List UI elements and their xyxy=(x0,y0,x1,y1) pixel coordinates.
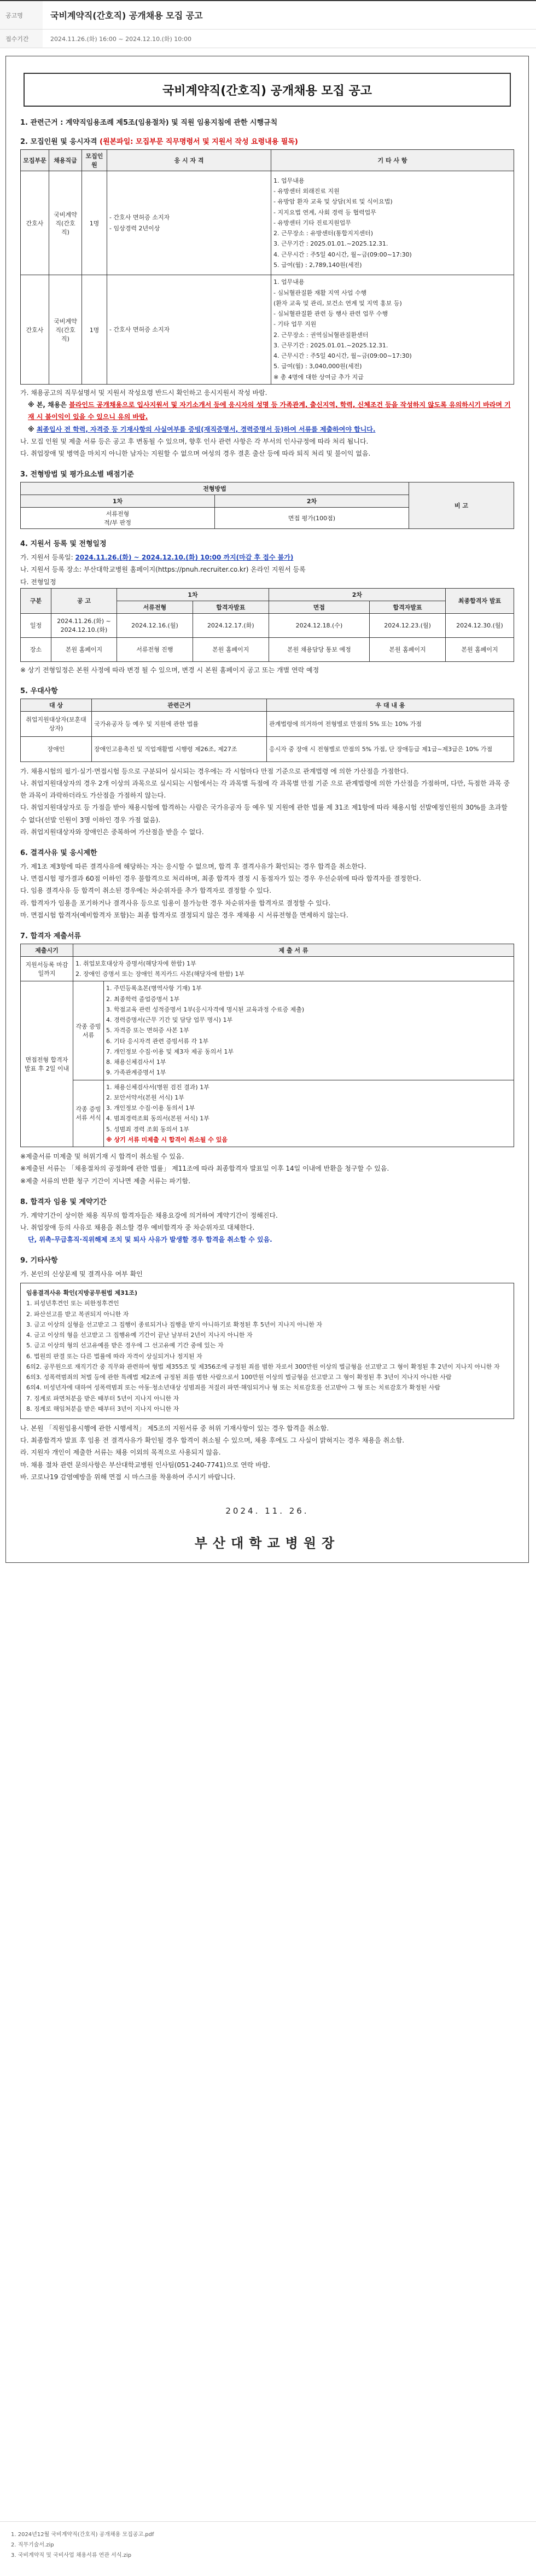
note: 라. 취업지원대상자와 장애인은 중복하여 가산점을 받을 수 없다. xyxy=(20,828,204,836)
list-item: 다. 최종합격자 발표 후 임용 전 결격사유가 확인될 경우 합격이 취소될 수 있으며, 채용 후에도 그 사실이 밝혀지는 경우 채용을 취소함. xyxy=(20,1437,405,1445)
etc-notes xyxy=(20,1422,514,1483)
section-recruitment xyxy=(20,136,514,460)
documents-list xyxy=(106,1082,511,1135)
section-documents xyxy=(20,930,514,1187)
list-item: 9. 가족관계증명서 1부 xyxy=(106,1069,166,1077)
post-date-row xyxy=(0,30,536,48)
schedule-cell: 본원 홈페이지 xyxy=(51,637,117,661)
notice-date: 2024. 11. 26. xyxy=(225,1505,309,1516)
schedule-cell: 본원 홈페이지 xyxy=(446,637,514,661)
period-value: 2024.11.26.(화) ~ 2024.12.10.(화) 10:00 까지(마감 후 접수 불가) xyxy=(75,554,294,562)
note: 가. 본인의 신상문제 및 결격사유 여부 확인 xyxy=(20,1270,143,1278)
note: ※제출 서류의 반환 청구 기간이 지나면 제출 서류는 파기함. xyxy=(20,1177,191,1185)
attachment-link[interactable]: 3. 국비계약직 및 국비사업 채용서류 연관 서식.zip xyxy=(11,2552,132,2558)
cell-etc xyxy=(271,275,514,385)
table-header: 2차 xyxy=(215,495,409,508)
cell-timing: 면접전형 합격자 발표 후 2일 이내 xyxy=(21,981,73,1147)
list-item: 5. 성범죄 경력 조회 동의서 1부 xyxy=(106,1125,189,1133)
cell-target: 장애인 xyxy=(21,736,92,761)
list-item: 1. 업무내용 xyxy=(273,177,305,184)
list-item: 6의2. 공무원으로 재직기간 중 직무와 관련하여 형법 제355조 및 제356조에 규정된 죄를 범한 자로서 300만원 이상의 벌금형을 선고받고 그 형이 확정된 후 2년이 지나지 아니한 자 xyxy=(26,1363,500,1370)
attachment-link[interactable]: 2. 직무기술서.zip xyxy=(11,2542,54,2548)
cell-basis: 국가유공자 등 예우 및 지원에 관한 법률 xyxy=(92,711,267,736)
application-period xyxy=(20,551,514,563)
list-item: 바. 코로나19 감염예방을 위해 면접 시 마스크를 착용하여 주시기 바랍니다. xyxy=(20,1473,236,1481)
table-header: 응 시 자 격 xyxy=(107,150,271,171)
cell-doc-type: 각종 증빙서류 xyxy=(73,981,104,1080)
list-item: 2. 보안서약서(본원 서식) 1부 xyxy=(106,1094,184,1101)
list-item: 2. 근무장소 : 권역심뇌혈관질환센터 xyxy=(273,331,369,339)
table-header-row xyxy=(21,699,514,711)
list-item: 1. 채용신체검사서(병원 검진 결과) 1부 xyxy=(106,1083,209,1091)
table-row xyxy=(21,711,514,736)
schedule-cell: 2024.11.26.(화) ~ 2024.12.10.(화) xyxy=(51,613,117,637)
document-area xyxy=(0,48,536,2521)
note: 가. 계약기간이 상이한 채용 직무의 합격자들은 채용요강에 의거하여 계약기간이 정해진다. xyxy=(20,1211,278,1219)
table-row xyxy=(21,637,514,661)
list-item: 3. 금고 이상의 실형을 선고받고 그 집행이 종료되거나 집행을 받지 아니하기로 확정된 후 5년이 지나지 아니한 자 xyxy=(26,1321,322,1328)
cell-basis: 장애인고용촉진 및 직업재활법 시행령 제26조, 제27조 xyxy=(92,736,267,761)
list-item: 3. 근무기간 : 2025.01.01.~2025.12.31. xyxy=(273,240,388,248)
box-list xyxy=(26,1298,508,1414)
list-item: - 심뇌혈관질환 관련 등 행사 관련 업무 수행 xyxy=(273,310,388,317)
list-item: 6. 법원의 판결 또는 다른 법률에 따라 자격이 상실되거나 정지된 자 xyxy=(26,1352,202,1360)
section-heading: 8. 합격자 임용 및 계약기간 xyxy=(20,1197,107,1206)
schedule-cell: 2024.12.17.(화) xyxy=(193,613,269,637)
application-place: 나. 지원서 등록 장소: 부산대학교병원 홈페이지(https://pnuh.recruiter.co.kr) 온라인 지원서 등록 xyxy=(20,566,306,574)
section-heading: 7. 합격자 제출서류 xyxy=(20,932,81,940)
list-item: - 지지요법 연계, 사회 경력 등 협력업무 xyxy=(273,208,376,216)
list-item: 라. 지원자 개인이 제출한 서류는 채용 이외의 목적으로 사용되지 않음. xyxy=(20,1449,221,1457)
schedule-cell: 서류전형 진행 xyxy=(117,637,193,661)
section-heading-note: (원본파일: 모집부문 직무명령서 및 지원서 작성 요령내용 필독) xyxy=(100,138,298,146)
row-label: 장소 xyxy=(21,637,51,661)
list-item: 4. 근무시간 : 주5일 40시간, 월~금(09:00~17:30) xyxy=(273,251,412,258)
schedule-cell: 본원 홈페이지 xyxy=(370,637,446,661)
table-row xyxy=(21,613,514,637)
note-highlight: 최종입사 전 학력, 자격증 등 기재사항의 사실여부를 증빙(재직증명서, 경력증명서 등)하여 서류를 제출하여야 합니다. xyxy=(36,425,376,433)
table-header: 제출시기 xyxy=(21,944,73,956)
list-item: 마. 면접시험 합격자(예비합격자 포함)는 최종 합격자로 결정되지 않은 경우 재채용 시 서류전형을 면제하지 않는다. xyxy=(20,911,348,919)
list-item: 4. 금고 이상의 형을 선고받고 그 집행유예 기간이 끝난 날부터 2년이 지나지 아니한 자 xyxy=(26,1331,253,1339)
table-header: 합격자발표 xyxy=(193,601,269,613)
table-row xyxy=(21,171,514,275)
table-header: 1차 xyxy=(21,495,215,508)
doc-title: 국비계약직(간호직) 공개채용 모집 공고 xyxy=(162,84,372,98)
table-header: 모집인원 xyxy=(82,150,107,171)
cell-content: 관계법령에 의거하여 전형별로 만점의 5% 또는 10% 가점 xyxy=(267,711,514,736)
cell-step1 xyxy=(21,508,215,529)
cell-doc-type: 각종 증빙서류 서식 xyxy=(73,1080,104,1147)
list-item: 라. 합격자가 임용을 포기하거나 결격사유 등으로 임용이 불가능한 경우 차순위자를 합격자로 결정할 수 있다. xyxy=(20,899,331,907)
table-header: 모집부문 xyxy=(21,150,49,171)
section-heading: 1. 관련근거 : 계약직임용조례 제5조(임용절차) 및 직원 임용지침에 관한 시행규칙 xyxy=(20,119,278,127)
list-item: 5. 급여(월) : 2,789,140원(세전) xyxy=(273,261,362,269)
documents-table xyxy=(20,944,514,1147)
list-item: - 심뇌혈관질환 재활 지역 사업 수행 xyxy=(273,289,367,296)
table-header-row xyxy=(21,588,514,601)
list-item: 2. 파산선고를 받고 복권되지 아니한 자 xyxy=(26,1310,129,1318)
table-header: 면접 xyxy=(269,601,369,613)
schedule-cell: 본원 채용담당 통보 예정 xyxy=(269,637,369,661)
list-item: 8. 채용신체검사서 1부 xyxy=(106,1059,166,1066)
table-header: 2차 xyxy=(269,588,445,601)
section-legal-basis xyxy=(20,117,514,127)
preference-table xyxy=(20,699,514,762)
table-row xyxy=(21,956,514,981)
recruitment-table xyxy=(20,149,514,385)
attachment-link[interactable]: 1. 2024년12월 국비계약직(간호직) 공개채용 모집공고.pdf xyxy=(11,2532,154,2538)
post-date-label: 접수기간 xyxy=(0,30,43,48)
doc-title-box xyxy=(24,73,511,107)
note: 나. 취업장애 등의 사유로 채용을 취소할 경우 예비합격자 중 차순위자로 대체한다. xyxy=(20,1223,255,1231)
note-prefix: ※ 본, 채용은 xyxy=(28,401,69,409)
note: ※제출된 서류는 「채용절차의 공정화에 관한 법률」 제11조에 따라 최종합격자 발표일 이후 14일 이내에 반환을 청구할 수 있음. xyxy=(20,1165,389,1173)
list-item: 2. 최종학력 졸업증명서 1부 xyxy=(106,995,180,1003)
table-header: 전형방법 xyxy=(21,482,409,495)
table-row xyxy=(21,1283,514,1419)
selection-table xyxy=(20,482,514,529)
list-item: 나. 면접시험 평가결과 60점 이하인 경우 불합격으로 처리하며, 최종 합격자 결정 시 동점자가 있는 경우 우선순위에 따라 합격자를 결정한다. xyxy=(20,875,421,883)
table-row xyxy=(21,736,514,761)
table-header-row xyxy=(21,482,514,495)
post-date-range: 2024.11.26.(화) 16:00 ~ 2024.12.10.(화) 10:00 xyxy=(50,35,191,43)
list-item: 3. 학점교육 관련 성적증명서 1부(응시자격에 명시된 교육과정 수료증 제출) xyxy=(106,1005,305,1013)
disqualification-list xyxy=(20,860,514,921)
cell-target: 취업지원대상자(보훈대상자) xyxy=(21,711,92,736)
note-blind xyxy=(20,399,514,423)
list-item: 7. 개인정보 수집·이용 및 제3자 제공 동의서 1부 xyxy=(106,1048,234,1055)
list-item: - 기타 업무 지원 xyxy=(273,321,317,328)
list-item: - 간호사 면허증 소지자 xyxy=(109,325,170,333)
cell-dept: 간호사 xyxy=(21,171,49,275)
cell-dept: 간호사 xyxy=(21,275,49,385)
list-item: 마. 채용 절차 관련 문의사항은 부산대학교병원 인사팀(051-240-7741)으로 연락 바람. xyxy=(20,1461,271,1469)
list-item: - 유방센터 외래진료 지원 xyxy=(273,188,340,195)
period-label: 가. 지원서 등록일: xyxy=(20,554,75,562)
post-title: 국비계약직(간호직) 공개채용 모집 공고 xyxy=(50,10,203,21)
step1-judgement: 적/부 판정 xyxy=(104,519,131,527)
table-header-row xyxy=(21,150,514,171)
section-disqualification xyxy=(20,847,514,921)
section-appointment xyxy=(20,1196,514,1246)
list-item: 6의3. 성폭력범죄의 처벌 등에 관한 특례법 제2조에 규정된 죄를 범한 사람으로서 100만원 이상의 벌금형을 선고받고 그 형이 확정된 후 3년이 지나지 아니한 사람 xyxy=(26,1374,452,1381)
list-item: 8. 징계로 해임처분을 받은 때부터 3년이 지나지 아니한 자 xyxy=(26,1405,179,1412)
list-item: - 유방센터 기타 진료지원업무 xyxy=(273,219,351,226)
list-item: 2. 근무장소 : 유방센터(통합지지센터) xyxy=(273,230,374,237)
list-item: - 간호사 면허증 소지자 xyxy=(109,214,170,222)
section-schedule xyxy=(20,538,514,676)
list-item: 4. 근무시간 : 주5일 40시간, 월~금(09:00~17:30) xyxy=(273,352,412,359)
schedule-cell: 2024.12.16.(월) xyxy=(117,613,193,637)
list-item: 3. 개인정보 수집·이용 동의서 1부 xyxy=(106,1104,195,1112)
cell-step2: 면접 평가(100점) xyxy=(215,508,409,529)
box-content xyxy=(21,1283,514,1419)
section-heading-text: 2. 모집인원 및 응시자격 xyxy=(20,138,97,146)
list-item: 3. 근무기간 : 2025.01.01.~2025.12.31. xyxy=(273,341,388,349)
list-item: 1. 취업보호대상자 증명서(해당자에 한함) 1부 xyxy=(75,960,196,967)
section-heading: 5. 우대사항 xyxy=(20,687,58,695)
issuer-name: 부산대학교병원장 xyxy=(194,1535,340,1551)
disqualification-box xyxy=(20,1283,514,1420)
section-heading xyxy=(20,136,514,146)
list-item: 나. 본원 「직원임용시행에 관한 시행세칙」 제5조의 지원서류 중 허위 기재사항이 있는 경우 합격을 취소함. xyxy=(20,1424,329,1433)
cell-qualification xyxy=(107,275,271,385)
cell-count: 1명 xyxy=(82,275,107,385)
list-item: 5. 금고 이상의 형의 선고유예를 받은 경우에 그 선고유예 기간 중에 있는 자 xyxy=(26,1342,224,1350)
table-header: 서류전형 xyxy=(117,601,193,613)
cell-content: 응시자 중 장애 시 전형별로 만점의 5% 가점, 단 장애등급 제1급~제3급은 10% 가점 xyxy=(267,736,514,761)
list-item: 1. 피성년후견인 또는 피한정후견인 xyxy=(26,1300,119,1307)
schedule-cell: 2024.12.30.(월) xyxy=(446,613,514,637)
list-item: 6의4. 미성년자에 대하여 성폭력범죄 또는 아동·청소년대상 성범죄를 저질러 파면·해임되거나 형 또는 치료감호를 선고받아 그 형 또는 치료감호가 확정된 사람 xyxy=(26,1384,440,1392)
table-header: 제 출 서 류 xyxy=(73,944,514,956)
table-row xyxy=(21,1080,514,1147)
table-header-row xyxy=(21,944,514,956)
note: 다. 취업장애 및 병역을 마치지 아니한 남자는 지원할 수 없으며 여성의 경우 결혼 출산 등에 따라 퇴직 처리 및 불이익 없음. xyxy=(20,449,371,457)
schedule-table xyxy=(20,588,514,662)
table-header: 채용직급 xyxy=(49,150,82,171)
section-heading: 9. 기타사항 xyxy=(20,1257,58,1265)
section-heading: 6. 결격사유 및 응시제한 xyxy=(20,849,97,857)
table-header: 우 대 내 용 xyxy=(267,699,514,711)
cell-count: 1명 xyxy=(82,171,107,275)
section-heading: 3. 전형방법 및 평가요소별 배점기준 xyxy=(20,470,134,479)
list-item: 5. 급여(월) : 3,040,000원(세전) xyxy=(273,363,362,370)
post-header xyxy=(0,0,536,48)
cell-documents xyxy=(73,956,514,981)
list-item: 다. 임용 결격사유 등 합격이 취소된 경우에는 차순위자를 추가 합격자로 결정할 수 있다. xyxy=(20,887,272,895)
cell-documents xyxy=(104,1080,514,1147)
table-header: 구분 xyxy=(21,588,51,613)
schedule-cell: 2024.12.23.(월) xyxy=(370,613,446,637)
attachments-list xyxy=(0,2521,536,2576)
note: 가. 채용공고의 직무설명서 및 지원서 작성요령 반드시 확인하고 응시지원서 작성 바람. xyxy=(20,389,267,397)
list-item: 4. 범죄경력조회 동의서(본원 서식) 1부 xyxy=(106,1115,209,1123)
schedule-note: ※ 상기 전형일정은 본원 사정에 따라 변경 될 수 있으며, 변경 시 본원 홈페이지 공고 또는 개별 연락 예정 xyxy=(20,666,319,674)
cell-timing: 지원서등록 마감일까지 xyxy=(21,956,73,981)
table-header: 최종합격자 발표 xyxy=(446,588,514,613)
list-item: - 유방암 환자 교육 및 상담(치료 및 식이요법) xyxy=(273,198,393,206)
section-heading: 4. 지원서 등록 및 전형일정 xyxy=(20,540,107,549)
section-selection-method xyxy=(20,468,514,529)
post-title-label: 공고명 xyxy=(0,1,43,29)
table-header: 공 고 xyxy=(51,588,117,613)
table-row xyxy=(21,981,514,1080)
table-header: 합격자발표 xyxy=(370,601,446,613)
step1-desc: 서류전형 xyxy=(106,510,130,518)
post-title-row xyxy=(0,1,536,30)
schedule-cell: 2024.12.18.(수) xyxy=(269,613,369,637)
documents-note: ※ 상기 서류 미제출 시 합격이 취소될 수 있음 xyxy=(106,1136,228,1143)
cell-qualification xyxy=(107,171,271,275)
cell-grade: 국비계약직(간호직) xyxy=(49,171,82,275)
section-preference xyxy=(20,685,514,838)
note: 다. 취업지원대상자로 등 가점을 받아 채용시험에 합격하는 사람은 국가유공자 등 예우 및 지원에 관한 법률 제 31조 제1항에 따라 채용시험 선발예정인원의 30%를 초과할 수 없다(선발 인원이 3명 이하인 경우 가점 없음). xyxy=(20,804,508,824)
table-header: 비 고 xyxy=(409,482,514,529)
list-item: 1. 업무내용 xyxy=(273,278,305,286)
note: ※제출서류 미제출 및 허위기재 시 합격이 취소될 수 있음. xyxy=(20,1153,184,1161)
note: 나. 모집 인원 및 제출 서류 등은 공고 후 변동될 수 있으며, 향후 인사 관련 사항은 각 부서의 인사규정에 따라 처리 됩니다. xyxy=(20,437,369,445)
row-label: 일정 xyxy=(21,613,51,637)
box-heading: 임용결격사유 확인(지방공무원법 제31조) xyxy=(26,1289,138,1296)
note-prefix: ※ xyxy=(28,425,37,433)
list-item: (환자 교육 및 관리, 보건소 연계 및 지역 홍보 등) xyxy=(273,299,402,307)
cell-grade: 국비계약직(간호직) xyxy=(49,275,82,385)
table-header: 1차 xyxy=(117,588,269,601)
note-highlight: 단, 위촉·무급휴직·직위해제 조치 및 퇴사 사유가 발생할 경우 합격을 취소할 수 있음. xyxy=(28,1236,272,1244)
schedule-label: 다. 전형일정 xyxy=(20,578,56,586)
list-item: 5. 자격증 또는 면허증 사본 1부 xyxy=(106,1027,189,1034)
note: 나. 취업지원대상자의 경우 2개 이상의 과목으로 실시되는 시험에서는 각 과목별 득점에 각 과목별 만점 기준 으로 관계법령에 의한 가산점을 가점하며, 다만, 득점한 과목 중 한 과목이 과락하더라도 가산점을 가점하지 않는다. xyxy=(20,780,510,800)
table-row xyxy=(21,275,514,385)
list-item: 4. 경력증명서(근무 기간 및 담당 업무 명시) 1부 xyxy=(106,1016,233,1024)
list-item: 2. 장애인 증명서 또는 장애인 복지카드 사본(해당자에 한함) 1부 xyxy=(75,970,245,978)
list-item: ※ 총 4명에 대한 상여금 추가 지급 xyxy=(273,373,364,381)
section-etc xyxy=(20,1254,514,1483)
note-highlight: 블라인드 공개채용으로 입사지원서 및 자기소개서 등에 응시자의 성명 등 가족관계, 출신지역, 학력, 신체조건 등을 작성하지 않도록 유의하시기 바라며 기재 시 불이익이 있을 수 있으니 유의 바람. xyxy=(28,401,511,421)
note: 가. 채용시험의 필기·실기·면접시험 등으로 구분되어 실시되는 경우에는 각 시험마다 만점 기준으로 관계법령 에 의한 가산점을 가점한다. xyxy=(20,767,409,775)
table-header: 관련근거 xyxy=(92,699,267,711)
cell-etc xyxy=(271,171,514,275)
list-item: 가. 제1조 제3항에 따른 결격사유에 해당하는 자는 응시할 수 없으며, 합격 후 결격사유가 확인되는 경우 합격을 취소한다. xyxy=(20,863,366,870)
list-item: - 임상경력 2년이상 xyxy=(109,224,160,232)
list-item: 7. 징계로 파면처분을 받은 때부터 5년이 지나지 아니한 자 xyxy=(26,1394,179,1402)
cell-documents xyxy=(104,981,514,1080)
table-header: 기 타 사 항 xyxy=(271,150,514,171)
table-header: 대 상 xyxy=(21,699,92,711)
schedule-cell: 본원 홈페이지 xyxy=(193,637,269,661)
list-item: 6. 기타 응시자격 관련 증빙서류 각 1부 xyxy=(106,1037,209,1045)
list-item: 1. 주민등록초본(병역사항 기재) 1부 xyxy=(106,985,202,992)
notice-document xyxy=(5,56,529,1563)
note-verification xyxy=(20,423,514,435)
